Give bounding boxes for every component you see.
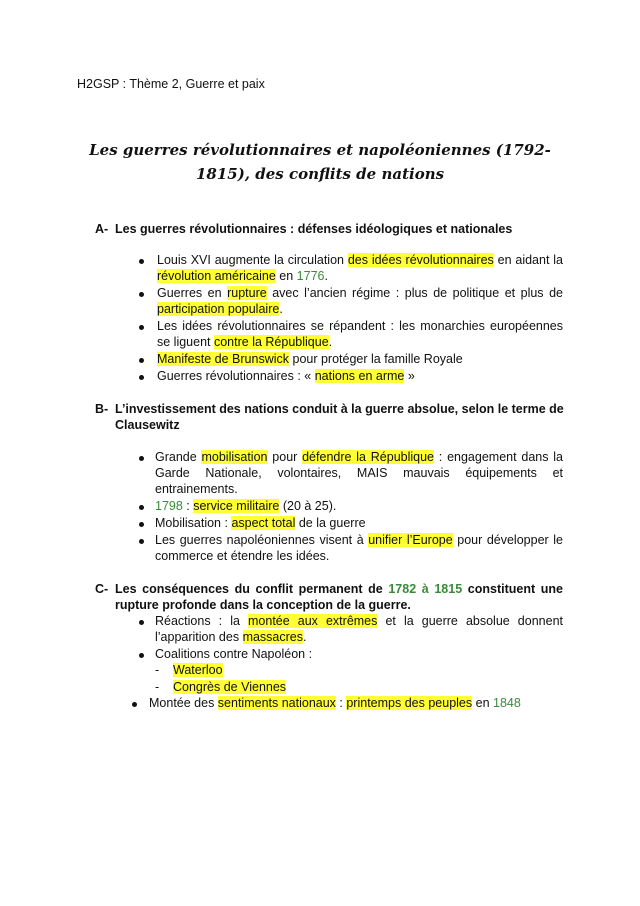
date-text: 1798 — [155, 499, 183, 513]
bullet-icon — [139, 456, 144, 461]
bullet-icon — [139, 292, 144, 297]
bullet-icon — [139, 259, 144, 264]
item-text: Grande — [155, 450, 202, 464]
date-text: 1848 — [493, 696, 521, 710]
section-heading: Les conséquences du conflit permanent de 1782 à 1815 constituent une rupture profonde dans la conception de la guerre. — [115, 582, 563, 612]
highlight: défendre la République — [302, 450, 435, 464]
item-text: Louis XVI augmente la circulation — [157, 253, 348, 267]
section-a-title — [95, 221, 575, 237]
item-text: . — [303, 630, 307, 644]
item-text: . — [324, 269, 328, 283]
section-heading: L’investissement des nations conduit à la guerre absolue, selon le terme de Clausewitz — [115, 402, 564, 432]
highlight: participation populaire — [157, 302, 280, 316]
item-text: avec l’ancien régime : plus de politique et plus de — [266, 286, 563, 300]
highlight: mobilisation — [201, 450, 268, 464]
highlight: rupture — [227, 286, 267, 300]
item-text: Les idées révolutionnaires se répandent : les monarchies européennes se liguent — [157, 319, 563, 349]
section-letter: B- — [95, 402, 109, 416]
item-text: et la guerre absolue donnent l’apparition des — [155, 614, 563, 644]
item-text: : engagement dans la Garde Nationale, volontaires, MAIS mauvais équipements et entrainements. — [155, 450, 563, 496]
section-b-title — [95, 401, 565, 433]
highlight: aspect total — [231, 516, 296, 530]
date-text: 1782 à 1815 — [388, 582, 463, 596]
bullet-icon — [132, 702, 137, 707]
item-text: Guerres en — [157, 286, 228, 300]
dash-marker: - — [155, 663, 160, 677]
item-text: : — [335, 696, 347, 710]
highlight: contre la République — [213, 335, 329, 349]
item-text: en — [275, 269, 297, 283]
highlight: printemps des peuples — [346, 696, 473, 710]
item-text: Les guerres napoléoniennes visent à — [155, 533, 369, 547]
item-text: » — [404, 369, 415, 383]
highlight: Manifeste de Brunswick — [157, 352, 290, 366]
item-text: . — [279, 302, 283, 316]
bullet-icon — [139, 653, 144, 658]
bullet-icon — [139, 375, 144, 380]
item-text: pour — [267, 450, 303, 464]
section-letter: C- — [95, 582, 109, 596]
highlight: montée aux extrêmes — [248, 614, 378, 628]
bullet-icon — [139, 325, 144, 330]
highlight: Waterloo — [173, 663, 223, 677]
item-text: Montée des — [149, 696, 218, 710]
document-header: H2GSP : Thème 2, Guerre et paix — [77, 77, 265, 91]
highlight: Congrès de Viennes — [173, 680, 287, 694]
highlight: révolution américaine — [157, 269, 276, 283]
section-c-title — [95, 581, 563, 613]
highlight: unifier l’Europe — [368, 533, 453, 547]
bullet-icon — [139, 620, 144, 625]
item-text: (20 à 25). — [279, 499, 337, 513]
bullet-icon — [139, 358, 144, 363]
date-text: 1776 — [296, 269, 325, 283]
section-letter: A- — [95, 222, 109, 236]
highlight: massacres — [242, 630, 303, 644]
item-text: Mobilisation : — [155, 516, 232, 530]
document-title: Les guerres révolutionnaires et napoléoniennes (1792-1815), des conflits de nations — [89, 141, 551, 183]
item-text: Guerres révolutionnaires : « — [157, 369, 315, 383]
item-text: en aidant la — [493, 253, 564, 267]
highlight: nations en arme — [314, 369, 405, 383]
item-text: Réactions : la — [155, 614, 248, 628]
dash-marker: - — [155, 680, 160, 694]
bullet-icon — [139, 522, 144, 527]
item-text: : — [182, 499, 194, 513]
bullet-icon — [139, 505, 144, 510]
item-text: pour développer le commerce et étendre les idées. — [155, 533, 563, 563]
bullet-icon — [139, 539, 144, 544]
highlight: sentiments nationaux — [217, 696, 336, 710]
item-text: en — [472, 696, 493, 710]
item-text: pour protéger la famille Royale — [289, 352, 463, 366]
item-text: . — [328, 335, 333, 349]
highlight: des idées révolutionnaires — [347, 253, 494, 267]
section-heading: Les guerres révolutionnaires : défenses idéologiques et nationales — [115, 222, 513, 236]
item-text: Coalitions contre Napoléon : — [155, 647, 313, 661]
item-text: de la guerre — [295, 516, 366, 530]
highlight: service militaire — [193, 499, 280, 513]
